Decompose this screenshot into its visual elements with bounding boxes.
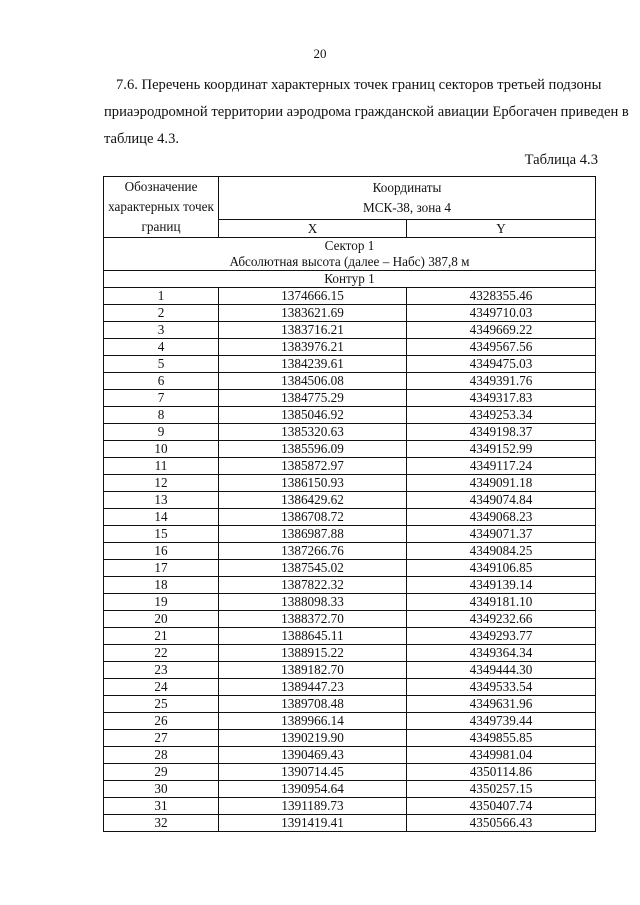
x-coordinate-cell: 1383621.69	[219, 305, 407, 322]
x-coordinate-cell: 1384775.29	[219, 390, 407, 407]
point-number-cell: 31	[104, 798, 219, 815]
y-coordinate-cell: 4349068.23	[407, 509, 596, 526]
x-coordinate-cell: 1387822.32	[219, 577, 407, 594]
table-row	[104, 628, 596, 645]
table-row	[104, 781, 596, 798]
coordinates-header-title: Координаты	[372, 180, 442, 196]
point-number-cell: 14	[104, 509, 219, 526]
table-row	[104, 713, 596, 730]
table-row	[104, 339, 596, 356]
table-caption: Таблица 4.3	[524, 152, 598, 168]
y-coordinate-cell: 4349981.04	[407, 747, 596, 764]
point-number-cell: 5	[104, 356, 219, 373]
point-number-cell: 11	[104, 458, 219, 475]
point-number-cell: 15	[104, 526, 219, 543]
x-coordinate-cell: 1388098.33	[219, 594, 407, 611]
x-coordinate-cell: 1390954.64	[219, 781, 407, 798]
point-number-cell: 13	[104, 492, 219, 509]
table-row	[104, 526, 596, 543]
y-coordinate-cell: 4349631.96	[407, 696, 596, 713]
point-number-cell: 30	[104, 781, 219, 798]
y-coordinate-cell: 4349198.37	[407, 424, 596, 441]
table-row	[104, 679, 596, 696]
x-coordinate-cell: 1385872.97	[219, 458, 407, 475]
x-coordinate-cell: 1386429.62	[219, 492, 407, 509]
table-row	[104, 424, 596, 441]
x-coordinate-cell: 1384506.08	[219, 373, 407, 390]
y-coordinate-cell: 4349117.24	[407, 458, 596, 475]
point-label-header: Обозначение характерных точек границ	[104, 177, 219, 238]
y-coordinate-cell: 4349181.10	[407, 594, 596, 611]
sector-title: Сектор 1	[324, 238, 375, 253]
y-coordinate-cell: 4349710.03	[407, 305, 596, 322]
y-coordinate-cell: 4349071.37	[407, 526, 596, 543]
sector-header	[104, 238, 596, 271]
table-row	[104, 815, 596, 832]
x-header: X	[219, 220, 407, 238]
point-number-cell: 28	[104, 747, 219, 764]
table-row	[104, 560, 596, 577]
y-coordinate-cell: 4349364.34	[407, 645, 596, 662]
table-row	[104, 458, 596, 475]
table-row	[104, 594, 596, 611]
x-coordinate-cell: 1389966.14	[219, 713, 407, 730]
table-row	[104, 288, 596, 305]
intro-paragraph	[104, 72, 629, 153]
point-number-cell: 12	[104, 475, 219, 492]
intro-line-2: приаэродромной территории аэродрома гражданской авиации Ербогачен приведен в	[104, 104, 629, 120]
y-coordinate-cell: 4349317.83	[407, 390, 596, 407]
point-number-cell: 3	[104, 322, 219, 339]
table-row	[104, 373, 596, 390]
point-number-cell: 6	[104, 373, 219, 390]
y-coordinate-cell: 4349139.14	[407, 577, 596, 594]
y-coordinate-cell: 4350257.15	[407, 781, 596, 798]
y-coordinate-cell: 4349253.34	[407, 407, 596, 424]
page-number: 20	[313, 46, 327, 61]
point-number-cell: 29	[104, 764, 219, 781]
x-coordinate-cell: 1387266.76	[219, 543, 407, 560]
y-coordinate-cell: 4349855.85	[407, 730, 596, 747]
point-number-cell: 23	[104, 662, 219, 679]
y-coordinate-cell: 4349475.03	[407, 356, 596, 373]
point-number-cell: 20	[104, 611, 219, 628]
y-coordinate-cell: 4349444.30	[407, 662, 596, 679]
x-coordinate-cell: 1385046.92	[219, 407, 407, 424]
point-number-cell: 32	[104, 815, 219, 832]
x-coordinate-cell: 1387545.02	[219, 560, 407, 577]
point-number-cell: 8	[104, 407, 219, 424]
point-number-cell: 4	[104, 339, 219, 356]
coordinates-header-system: МСК-38, зона 4	[362, 200, 452, 216]
table-row	[104, 509, 596, 526]
contour-title: Контур 1	[104, 271, 596, 288]
x-coordinate-cell: 1391419.41	[219, 815, 407, 832]
table-row	[104, 305, 596, 322]
x-coordinate-cell: 1390469.43	[219, 747, 407, 764]
table-row	[104, 322, 596, 339]
y-coordinate-cell: 4349074.84	[407, 492, 596, 509]
x-coordinate-cell: 1390714.45	[219, 764, 407, 781]
x-coordinate-cell: 1383976.21	[219, 339, 407, 356]
point-number-cell: 18	[104, 577, 219, 594]
y-coordinate-cell: 4328355.46	[407, 288, 596, 305]
y-coordinate-cell: 4350566.43	[407, 815, 596, 832]
x-coordinate-cell: 1374666.15	[219, 288, 407, 305]
table-row	[104, 662, 596, 679]
x-coordinate-cell: 1390219.90	[219, 730, 407, 747]
y-coordinate-cell: 4349391.76	[407, 373, 596, 390]
coordinates-table	[103, 176, 596, 832]
x-coordinate-cell: 1386150.93	[219, 475, 407, 492]
y-coordinate-cell: 4349293.77	[407, 628, 596, 645]
point-number-cell: 26	[104, 713, 219, 730]
point-number-cell: 9	[104, 424, 219, 441]
x-coordinate-cell: 1386708.72	[219, 509, 407, 526]
point-number-cell: 24	[104, 679, 219, 696]
point-number-cell: 22	[104, 645, 219, 662]
table-row	[104, 577, 596, 594]
y-coordinate-cell: 4349533.54	[407, 679, 596, 696]
table-row	[104, 798, 596, 815]
sector-height: Абсолютная высота (далее – Набс) 387,8 м	[229, 254, 470, 269]
x-coordinate-cell: 1386987.88	[219, 526, 407, 543]
coordinates-header	[219, 177, 596, 220]
table-row	[104, 764, 596, 781]
x-coordinate-cell: 1383716.21	[219, 322, 407, 339]
x-coordinate-cell: 1389447.23	[219, 679, 407, 696]
point-number-cell: 7	[104, 390, 219, 407]
table-row	[104, 730, 596, 747]
y-coordinate-cell: 4350407.74	[407, 798, 596, 815]
table-row	[104, 390, 596, 407]
point-number-cell: 10	[104, 441, 219, 458]
x-coordinate-cell: 1391189.73	[219, 798, 407, 815]
y-coordinate-cell: 4349152.99	[407, 441, 596, 458]
intro-line-1: 7.6. Перечень координат характерных точек границ секторов третьей подзоны	[116, 77, 602, 93]
y-coordinate-cell: 4350114.86	[407, 764, 596, 781]
x-coordinate-cell: 1385320.63	[219, 424, 407, 441]
point-number-cell: 17	[104, 560, 219, 577]
point-number-cell: 2	[104, 305, 219, 322]
x-coordinate-cell: 1388915.22	[219, 645, 407, 662]
x-coordinate-cell: 1388645.11	[219, 628, 407, 645]
table-row	[104, 747, 596, 764]
table-row	[104, 475, 596, 492]
y-coordinate-cell: 4349106.85	[407, 560, 596, 577]
table-row	[104, 407, 596, 424]
point-number-cell: 16	[104, 543, 219, 560]
table-row	[104, 696, 596, 713]
table-row	[104, 441, 596, 458]
y-coordinate-cell: 4349739.44	[407, 713, 596, 730]
x-coordinate-cell: 1384239.61	[219, 356, 407, 373]
intro-line-3: таблице 4.3.	[104, 131, 180, 147]
point-number-cell: 19	[104, 594, 219, 611]
table-row	[104, 645, 596, 662]
x-coordinate-cell: 1389182.70	[219, 662, 407, 679]
x-coordinate-cell: 1389708.48	[219, 696, 407, 713]
point-number-cell: 27	[104, 730, 219, 747]
table-row	[104, 356, 596, 373]
x-coordinate-cell: 1388372.70	[219, 611, 407, 628]
y-coordinate-cell: 4349084.25	[407, 543, 596, 560]
point-number-cell: 21	[104, 628, 219, 645]
table-row	[104, 611, 596, 628]
y-coordinate-cell: 4349091.18	[407, 475, 596, 492]
table-row	[104, 543, 596, 560]
point-number-cell: 25	[104, 696, 219, 713]
y-header: Y	[407, 220, 596, 238]
y-coordinate-cell: 4349567.56	[407, 339, 596, 356]
y-coordinate-cell: 4349669.22	[407, 322, 596, 339]
y-coordinate-cell: 4349232.66	[407, 611, 596, 628]
x-coordinate-cell: 1385596.09	[219, 441, 407, 458]
point-number-cell: 1	[104, 288, 219, 305]
table-row	[104, 492, 596, 509]
